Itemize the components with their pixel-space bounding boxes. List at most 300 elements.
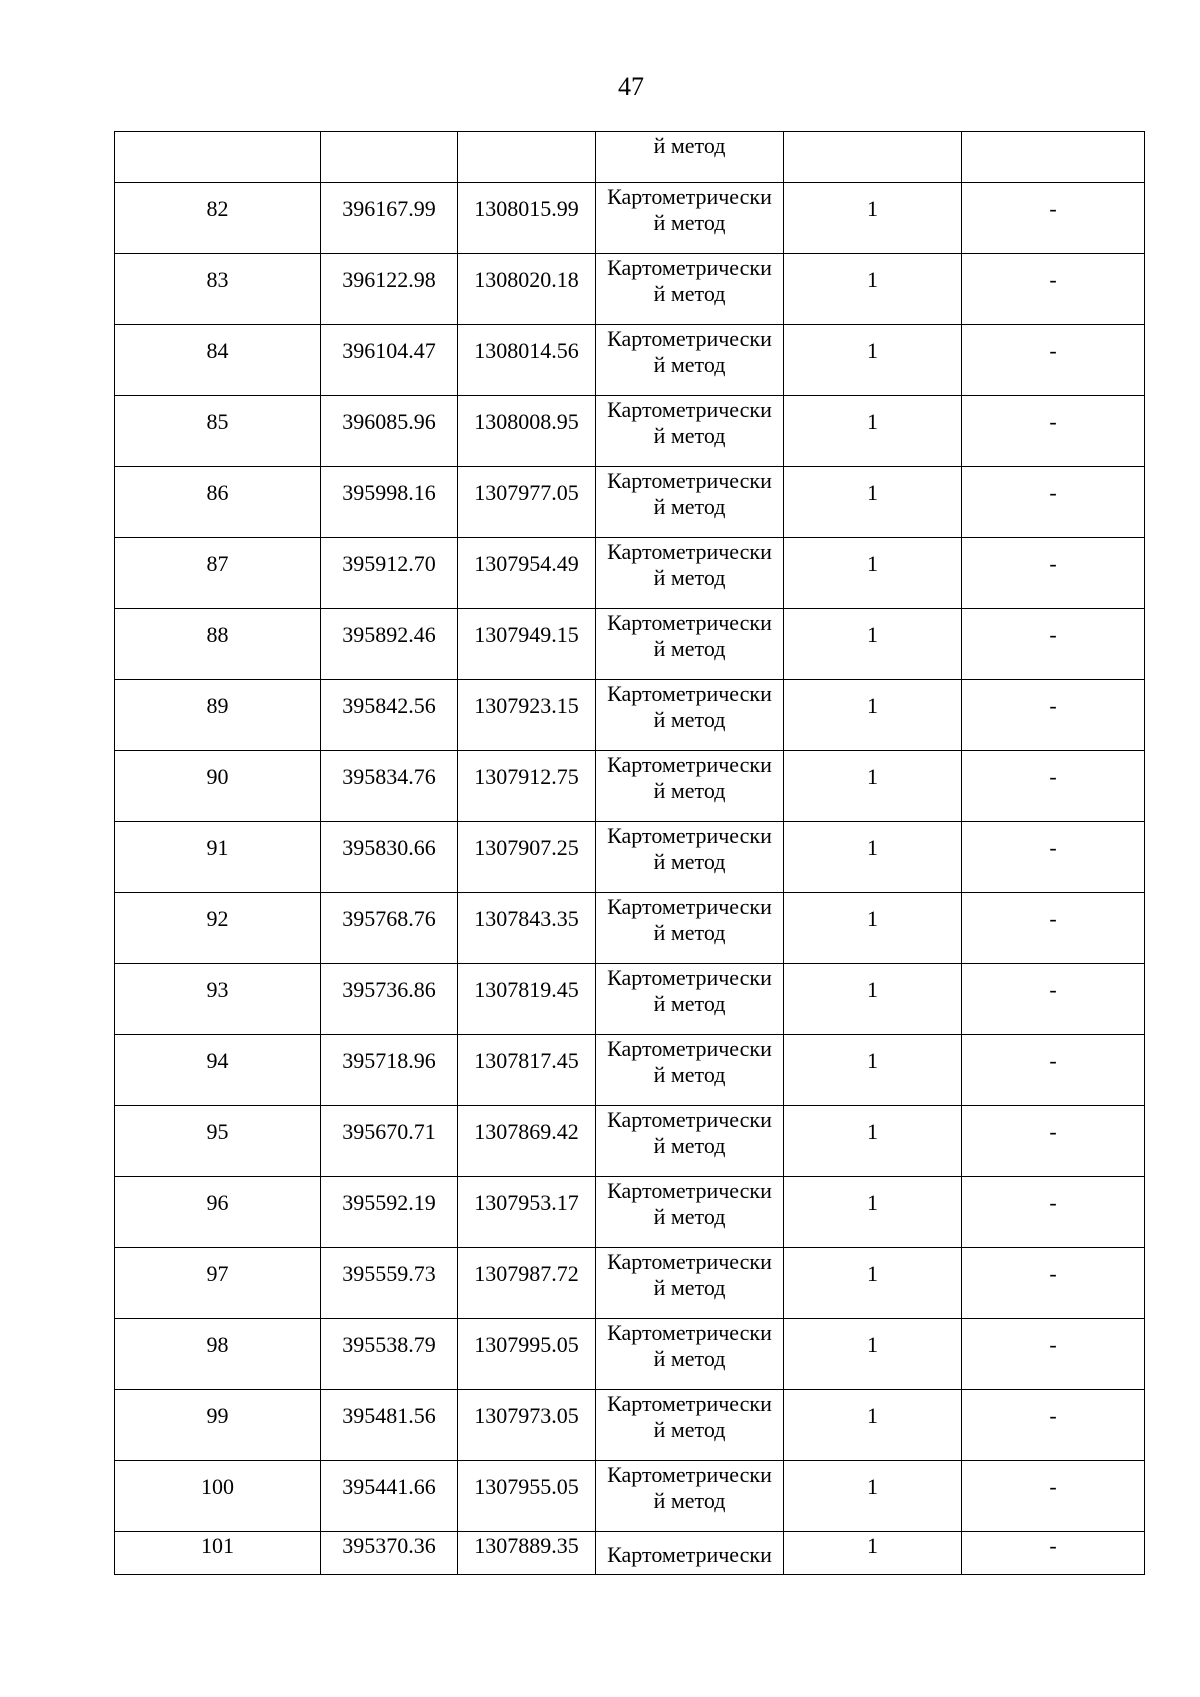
table-row — [115, 1177, 1145, 1248]
cell-accuracy-text: 1 — [867, 480, 878, 505]
method-line-2: й метод — [653, 1133, 726, 1158]
method-line-1: Картометрически — [607, 752, 772, 777]
cell-note-text: - — [1049, 196, 1057, 221]
cell-number-text: 95 — [206, 1119, 229, 1144]
cell-method — [596, 822, 784, 893]
cell-accuracy-text: 1 — [867, 409, 878, 434]
method-line-2: й метод — [653, 636, 726, 661]
cell-y — [458, 1248, 596, 1319]
cell-number — [115, 254, 321, 325]
cell-number-text: 98 — [206, 1332, 229, 1357]
method-line-1: Картометрически — [607, 255, 772, 280]
cell-method — [596, 751, 784, 822]
cell-number — [115, 1319, 321, 1390]
method-text — [596, 538, 783, 591]
method-text — [596, 1461, 783, 1514]
cell-y-text: 1307977.05 — [474, 480, 579, 505]
cell-number-text: 89 — [206, 693, 229, 718]
cell-method — [596, 1461, 784, 1532]
cell-x-text: 395592.19 — [342, 1190, 436, 1215]
cell-y-text: 1307995.05 — [474, 1332, 579, 1357]
cell-x — [321, 751, 458, 822]
cell-accuracy-text: 1 — [867, 551, 878, 576]
cell-y — [458, 609, 596, 680]
table-row-continuation — [115, 132, 1145, 183]
cell-method — [596, 1106, 784, 1177]
cell-y — [458, 254, 596, 325]
cell-note — [962, 325, 1145, 396]
cell-number — [115, 132, 321, 183]
cell-note-text: - — [1049, 906, 1057, 931]
cell-method — [596, 325, 784, 396]
cell-x-text: 395912.70 — [342, 551, 436, 576]
cell-note — [962, 1106, 1145, 1177]
method-text — [596, 254, 783, 307]
cell-y-text: 1307954.49 — [474, 551, 579, 576]
cell-note-text: - — [1049, 693, 1057, 718]
cell-y — [458, 1035, 596, 1106]
method-line-2: й метод — [653, 494, 726, 519]
cell-accuracy — [784, 1035, 962, 1106]
cell-note — [962, 1532, 1145, 1575]
cell-method-text: Картометрически — [607, 1542, 772, 1567]
method-line-2: й метод — [653, 1488, 726, 1513]
method-text — [596, 183, 783, 236]
cell-x-text: 396167.99 — [342, 196, 436, 221]
cell-y — [458, 325, 596, 396]
cell-accuracy — [784, 1248, 962, 1319]
cell-note — [962, 1035, 1145, 1106]
table-row — [115, 183, 1145, 254]
cell-number-text: 90 — [206, 764, 229, 789]
cell-number — [115, 1177, 321, 1248]
cell-number — [115, 751, 321, 822]
cell-number-text: 85 — [206, 409, 229, 434]
cell-y-text: 1307912.75 — [474, 764, 579, 789]
method-text — [596, 396, 783, 449]
cell-accuracy-text: 1 — [867, 977, 878, 1002]
method-line-1: Картометрически — [607, 1391, 772, 1416]
cell-accuracy-text: 1 — [867, 267, 878, 292]
method-line-1: Картометрически — [607, 1320, 772, 1345]
cell-number-text: 92 — [206, 906, 229, 931]
cell-number-text: 83 — [206, 267, 229, 292]
cell-x — [321, 467, 458, 538]
method-text — [596, 964, 783, 1017]
table-row — [115, 254, 1145, 325]
cell-accuracy — [784, 183, 962, 254]
table-row — [115, 1035, 1145, 1106]
cell-y — [458, 822, 596, 893]
cell-y-text: 1308020.18 — [474, 267, 579, 292]
table-row — [115, 467, 1145, 538]
method-line-1: Картометрически — [607, 965, 772, 990]
cell-x — [321, 132, 458, 183]
method-line-2: й метод — [653, 210, 726, 235]
cell-accuracy — [784, 1177, 962, 1248]
cell-number-text: 99 — [206, 1403, 229, 1428]
cell-x-text: 395538.79 — [342, 1332, 436, 1357]
method-line-2: й метод — [653, 707, 726, 732]
cell-accuracy-text: 1 — [867, 835, 878, 860]
method-line-2: й метод — [653, 991, 726, 1016]
cell-accuracy-text: 1 — [867, 1048, 878, 1073]
cell-number-text: 82 — [206, 196, 229, 221]
cell-accuracy — [784, 609, 962, 680]
method-line-2: й метод — [653, 1417, 726, 1442]
cell-method — [596, 132, 784, 183]
table-row — [115, 1461, 1145, 1532]
cell-number-text: 96 — [206, 1190, 229, 1215]
cell-x — [321, 1035, 458, 1106]
cell-note-text: - — [1049, 480, 1057, 505]
cell-y — [458, 1532, 596, 1575]
cell-number — [115, 1532, 321, 1575]
cell-accuracy — [784, 467, 962, 538]
cell-note — [962, 964, 1145, 1035]
cell-y-text: 1307817.45 — [474, 1048, 579, 1073]
cell-accuracy-text: 1 — [867, 1190, 878, 1215]
cell-x — [321, 183, 458, 254]
method-line-2: й метод — [653, 920, 726, 945]
table-row — [115, 1390, 1145, 1461]
cell-y-text: 1307949.15 — [474, 622, 579, 647]
cell-method — [596, 964, 784, 1035]
cell-number-text: 97 — [206, 1261, 229, 1286]
cell-x-text: 395370.36 — [342, 1533, 436, 1558]
cell-note-text: - — [1049, 551, 1057, 576]
cell-number — [115, 1248, 321, 1319]
cell-accuracy — [784, 396, 962, 467]
cell-x — [321, 1177, 458, 1248]
method-line-1: Картометрически — [607, 539, 772, 564]
table-row — [115, 1106, 1145, 1177]
cell-x-text: 395830.66 — [342, 835, 436, 860]
method-line-1: Картометрически — [607, 468, 772, 493]
method-line-2: й метод — [653, 281, 726, 306]
cell-number-text: 94 — [206, 1048, 229, 1073]
cell-number — [115, 893, 321, 964]
method-line-1: Картометрически — [607, 823, 772, 848]
cell-method — [596, 467, 784, 538]
cell-number — [115, 1106, 321, 1177]
method-text — [596, 609, 783, 662]
cell-y — [458, 1390, 596, 1461]
method-line-2: й метод — [653, 778, 726, 803]
cell-number — [115, 467, 321, 538]
cell-y-text: 1307923.15 — [474, 693, 579, 718]
cell-number — [115, 1390, 321, 1461]
table-row — [115, 538, 1145, 609]
cell-note — [962, 538, 1145, 609]
cell-note-text: - — [1049, 1332, 1057, 1357]
cell-note — [962, 132, 1145, 183]
cell-accuracy-text: 1 — [867, 338, 878, 363]
method-text — [596, 1390, 783, 1443]
cell-y-text: 1307819.45 — [474, 977, 579, 1002]
cell-number — [115, 183, 321, 254]
cell-note — [962, 1461, 1145, 1532]
cell-x-text: 396104.47 — [342, 338, 436, 363]
cell-y — [458, 396, 596, 467]
cell-method — [596, 254, 784, 325]
cell-note — [962, 254, 1145, 325]
cell-accuracy — [784, 822, 962, 893]
cell-x-text: 396085.96 — [342, 409, 436, 434]
cell-note-text: - — [1049, 1119, 1057, 1144]
method-text — [596, 467, 783, 520]
cell-method — [596, 1248, 784, 1319]
cell-number — [115, 538, 321, 609]
cell-accuracy-text: 1 — [867, 1474, 878, 1499]
cell-note-text: - — [1049, 1474, 1057, 1499]
cell-y — [458, 183, 596, 254]
cell-y — [458, 893, 596, 964]
cell-number — [115, 1035, 321, 1106]
cell-number-text: 91 — [206, 835, 229, 860]
cell-x — [321, 1106, 458, 1177]
cell-number-text: 87 — [206, 551, 229, 576]
cell-x — [321, 538, 458, 609]
method-line-1: Картометрически — [607, 610, 772, 635]
cell-number — [115, 964, 321, 1035]
cell-note — [962, 467, 1145, 538]
cell-accuracy — [784, 1532, 962, 1575]
cell-x — [321, 680, 458, 751]
method-line-1: Картометрически — [607, 1249, 772, 1274]
cell-y-text: 1307869.42 — [474, 1119, 579, 1144]
table-row — [115, 396, 1145, 467]
method-line-2: й метод — [653, 1204, 726, 1229]
cell-x — [321, 822, 458, 893]
cell-x — [321, 1319, 458, 1390]
cell-note — [962, 1319, 1145, 1390]
cell-x — [321, 964, 458, 1035]
cell-note-text: - — [1049, 409, 1057, 434]
cell-note — [962, 396, 1145, 467]
cell-method — [596, 1177, 784, 1248]
table-row — [115, 1248, 1145, 1319]
cell-note-text: - — [1049, 338, 1057, 363]
cell-method — [596, 1035, 784, 1106]
cell-note-text: - — [1049, 1190, 1057, 1215]
cell-note — [962, 893, 1145, 964]
table-row — [115, 964, 1145, 1035]
cell-note-text: - — [1049, 267, 1057, 292]
cell-number-text: 86 — [206, 480, 229, 505]
method-text — [596, 1248, 783, 1301]
cell-x — [321, 1390, 458, 1461]
cell-x — [321, 254, 458, 325]
cell-y-text: 1308008.95 — [474, 409, 579, 434]
method-text — [596, 893, 783, 946]
table-row — [115, 609, 1145, 680]
page-number: 47 — [618, 72, 644, 101]
cell-y — [458, 680, 596, 751]
cell-number-text: 84 — [206, 338, 229, 363]
cell-accuracy-text: 1 — [867, 693, 878, 718]
cell-y — [458, 538, 596, 609]
cell-y-text: 1308015.99 — [474, 196, 579, 221]
cell-x-text: 395892.46 — [342, 622, 436, 647]
cell-x-text: 395834.76 — [342, 764, 436, 789]
method-line-1: Картометрически — [607, 1036, 772, 1061]
cell-accuracy — [784, 1390, 962, 1461]
cell-note-text: - — [1049, 764, 1057, 789]
cell-y — [458, 467, 596, 538]
cell-accuracy — [784, 325, 962, 396]
cell-note — [962, 609, 1145, 680]
cell-method — [596, 1532, 784, 1575]
cell-x-text: 395718.96 — [342, 1048, 436, 1073]
cell-number — [115, 325, 321, 396]
method-line-2: й метод — [653, 565, 726, 590]
cell-x-text: 395481.56 — [342, 1403, 436, 1428]
cell-number — [115, 1461, 321, 1532]
cell-accuracy — [784, 893, 962, 964]
cell-accuracy-text: 1 — [867, 1533, 878, 1558]
cell-y — [458, 1177, 596, 1248]
coordinates-table-body — [115, 132, 1145, 1575]
cell-note — [962, 1248, 1145, 1319]
cell-y-text: 1307953.17 — [474, 1190, 579, 1215]
method-line-2: й метод — [653, 1346, 726, 1371]
method-line-1: Картометрически — [607, 894, 772, 919]
cell-y — [458, 751, 596, 822]
cell-accuracy-text: 1 — [867, 1332, 878, 1357]
cell-note-text: - — [1049, 1403, 1057, 1428]
cell-y — [458, 1461, 596, 1532]
cell-number-text: 100 — [201, 1474, 234, 1499]
method-line-2: й метод — [653, 1062, 726, 1087]
method-text — [596, 822, 783, 875]
cell-x-text: 395998.16 — [342, 480, 436, 505]
cell-y-text: 1307907.25 — [474, 835, 579, 860]
cell-y — [458, 1106, 596, 1177]
method-text — [596, 1106, 783, 1159]
cell-number — [115, 609, 321, 680]
cell-accuracy — [784, 538, 962, 609]
cell-note-text: - — [1049, 835, 1057, 860]
cell-x — [321, 893, 458, 964]
cell-y — [458, 1319, 596, 1390]
cell-y-text: 1307843.35 — [474, 906, 579, 931]
cell-note-text: - — [1049, 622, 1057, 647]
table-row — [115, 325, 1145, 396]
method-line-1: Картометрически — [607, 681, 772, 706]
cell-method — [596, 609, 784, 680]
cell-number-text: 88 — [206, 622, 229, 647]
cell-accuracy-text: 1 — [867, 1403, 878, 1428]
method-text — [596, 1177, 783, 1230]
cell-accuracy-text: 1 — [867, 622, 878, 647]
method-line-2: й метод — [653, 1275, 726, 1300]
cell-accuracy — [784, 751, 962, 822]
cell-method — [596, 396, 784, 467]
cell-y — [458, 964, 596, 1035]
method-line-2: й метод — [653, 352, 726, 377]
method-line-1: Картометрически — [607, 1462, 772, 1487]
cell-number-text: 93 — [206, 977, 229, 1002]
cell-accuracy-text: 1 — [867, 906, 878, 931]
cell-accuracy-text: 1 — [867, 196, 878, 221]
method-text — [596, 680, 783, 733]
cell-accuracy-text: 1 — [867, 764, 878, 789]
cell-note — [962, 1177, 1145, 1248]
cell-y-text: 1307987.72 — [474, 1261, 579, 1286]
method-text — [596, 1319, 783, 1372]
cell-method — [596, 538, 784, 609]
table-row — [115, 822, 1145, 893]
method-line-1: Картометрически — [607, 326, 772, 351]
method-text — [596, 1035, 783, 1088]
cell-x — [321, 396, 458, 467]
method-text — [596, 751, 783, 804]
cell-accuracy — [784, 1461, 962, 1532]
cell-method — [596, 680, 784, 751]
cell-x-text: 395559.73 — [342, 1261, 436, 1286]
cell-y — [458, 132, 596, 183]
cell-note-text: - — [1049, 977, 1057, 1002]
cell-note — [962, 1390, 1145, 1461]
cell-x-text: 395842.56 — [342, 693, 436, 718]
coordinates-table — [114, 131, 1145, 1575]
cell-note — [962, 183, 1145, 254]
method-line-1: Картометрически — [607, 184, 772, 209]
cell-number-text: 101 — [201, 1533, 234, 1558]
cell-x — [321, 1248, 458, 1319]
cell-method — [596, 893, 784, 964]
cell-note-text: - — [1049, 1048, 1057, 1073]
cell-x-text: 395441.66 — [342, 1474, 436, 1499]
cell-accuracy — [784, 1106, 962, 1177]
cell-x-text: 395736.86 — [342, 977, 436, 1002]
table-row — [115, 751, 1145, 822]
cell-number — [115, 680, 321, 751]
cell-x — [321, 325, 458, 396]
cell-accuracy — [784, 1319, 962, 1390]
cell-x-text: 395670.71 — [342, 1119, 436, 1144]
method-text — [596, 325, 783, 378]
method-line-1: Картометрически — [607, 1178, 772, 1203]
table-row — [115, 1319, 1145, 1390]
method-line-2: й метод — [653, 849, 726, 874]
cell-method — [596, 183, 784, 254]
cell-note — [962, 822, 1145, 893]
cell-y-text: 1307955.05 — [474, 1474, 579, 1499]
cell-y-text: 1307889.35 — [474, 1533, 579, 1558]
cell-x-text: 395768.76 — [342, 906, 436, 931]
cell-y-text: 1308014.56 — [474, 338, 579, 363]
table-row-last — [115, 1532, 1145, 1575]
cell-method — [596, 1390, 784, 1461]
cell-x — [321, 609, 458, 680]
cell-note-text: - — [1049, 1261, 1057, 1286]
cell-accuracy — [784, 132, 962, 183]
cell-number — [115, 822, 321, 893]
table-row — [115, 680, 1145, 751]
method-line-1: Картометрически — [607, 397, 772, 422]
cell-accuracy-text: 1 — [867, 1119, 878, 1144]
cell-method — [596, 1319, 784, 1390]
cell-accuracy-text: 1 — [867, 1261, 878, 1286]
cell-note-text: - — [1049, 1533, 1057, 1558]
cell-accuracy — [784, 254, 962, 325]
cell-accuracy — [784, 680, 962, 751]
method-line-2: й метод — [653, 423, 726, 448]
method-text: й метод — [653, 133, 726, 158]
cell-x — [321, 1532, 458, 1575]
